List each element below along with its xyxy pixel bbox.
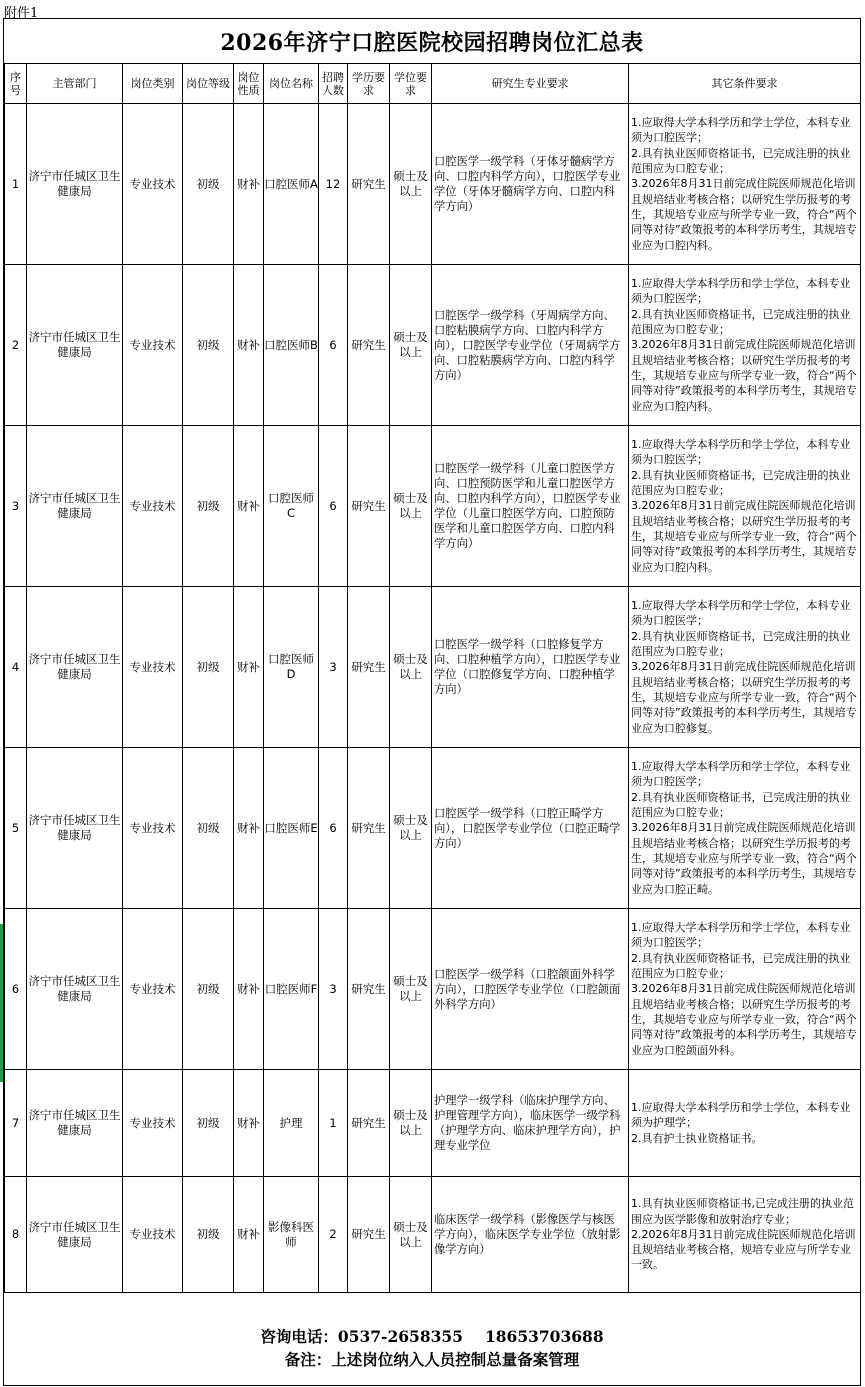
phone-label: 咨询电话： <box>260 1327 338 1346</box>
req-line: 3.2026年8月31日前完成住院医师规范化培训且规培结业考核合格；以研究生学历报考的考生，其规培专业应与所学专业一致，符合“两个同等对待”政策报考的本科学历考生，其规培专业应为口腔内科。 <box>631 338 857 413</box>
cell-degree: 硕士及以上 <box>390 426 432 587</box>
cell-level: 初级 <box>183 1177 234 1293</box>
cell-other <box>629 426 861 587</box>
req-line: 3.2026年8月31日前完成住院医师规范化培训且规培结业考核合格；以研究生学历报考的考生，其规培专业应与所学专业一致，符合“两个同等对待”政策报考的本科学历考生，其规培专业应为口腔正畸。 <box>631 821 857 896</box>
req-line: 2.具有执业医师资格证书，已完成注册的执业范围应为口腔专业； <box>631 629 851 659</box>
cell-count: 3 <box>319 909 348 1070</box>
cell-level: 初级 <box>183 909 234 1070</box>
cell-count: 6 <box>319 426 348 587</box>
cell-seq: 1 <box>5 104 27 265</box>
cell-nature: 财补 <box>234 426 264 587</box>
table-row <box>5 426 861 587</box>
req-line: 3.2026年8月31日前完成住院医师规范化培训且规培结业考核合格；以研究生学历报考的考生，其规培专业应与所学专业一致，符合“两个同等对待”政策报考的本科学历考生，其规培专业应为口腔颌面外科。 <box>631 982 857 1057</box>
cell-name: 口腔医师B <box>264 265 319 426</box>
footer-note: 备注：上述岗位纳入人员控制总量备案管理 <box>284 1350 580 1369</box>
table-row <box>5 265 861 426</box>
cell-level: 初级 <box>183 1070 234 1177</box>
cell-other <box>629 1177 861 1293</box>
cell-level: 初级 <box>183 104 234 265</box>
cell-level: 初级 <box>183 748 234 909</box>
cell-category: 专业技术 <box>123 909 183 1070</box>
cell-name: 口腔医师A <box>264 104 319 265</box>
cell-level: 初级 <box>183 265 234 426</box>
table-row <box>5 909 861 1070</box>
table-row <box>5 1177 861 1293</box>
req-line: 1.应取得大学本科学历和学士学位，本科专业须为口腔医学； <box>631 599 851 628</box>
header-other: 其它条件要求 <box>629 64 861 104</box>
cell-dept: 济宁市任城区卫生健康局 <box>27 748 123 909</box>
cell-dept: 济宁市任城区卫生健康局 <box>27 265 123 426</box>
header-major: 研究生专业要求 <box>432 64 629 104</box>
cell-category: 专业技术 <box>123 104 183 265</box>
cell-category: 专业技术 <box>123 587 183 748</box>
req-line: 2.具有执业医师资格证书，已完成注册的执业范围应为口腔专业； <box>631 307 851 337</box>
cell-category: 专业技术 <box>123 1070 183 1177</box>
cell-nature: 财补 <box>234 909 264 1070</box>
table-row <box>5 104 861 265</box>
recruitment-sheet <box>3 18 861 1386</box>
cell-name: 口腔医师E <box>264 748 319 909</box>
header-nature: 岗位性质 <box>234 64 264 104</box>
cell-degree: 硕士及以上 <box>390 1177 432 1293</box>
cell-education: 研究生 <box>348 1177 390 1293</box>
cell-seq: 3 <box>5 426 27 587</box>
cell-name: 口腔医师D <box>264 587 319 748</box>
cell-count: 12 <box>319 104 348 265</box>
cell-education: 研究生 <box>348 265 390 426</box>
table-body <box>5 104 861 1293</box>
cell-name: 口腔医师C <box>264 426 319 587</box>
cell-seq: 5 <box>5 748 27 909</box>
cell-other <box>629 748 861 909</box>
cell-category: 专业技术 <box>123 426 183 587</box>
cell-degree: 硕士及以上 <box>390 1070 432 1177</box>
cell-category: 专业技术 <box>123 1177 183 1293</box>
cell-other <box>629 265 861 426</box>
cell-education: 研究生 <box>348 426 390 587</box>
cell-other <box>629 104 861 265</box>
cell-major: 口腔医学一级学科（口腔修复学方向、口腔种植学方向），口腔医学专业学位（口腔修复学方向、口腔种植学方向） <box>432 587 629 748</box>
cell-dept: 济宁市任城区卫生健康局 <box>27 104 123 265</box>
header-degree: 学位要求 <box>390 64 432 104</box>
contact-line <box>4 1325 860 1348</box>
cell-count: 2 <box>319 1177 348 1293</box>
cell-nature: 财补 <box>234 1070 264 1177</box>
cell-dept: 济宁市任城区卫生健康局 <box>27 426 123 587</box>
phone-number-2: 18653703688 <box>484 1327 604 1346</box>
cell-education: 研究生 <box>348 587 390 748</box>
cell-education: 研究生 <box>348 104 390 265</box>
req-line: 1.应取得大学本科学历和学士学位，本科专业须为口腔医学； <box>631 760 851 789</box>
req-line: 1.具有执业医师资格证书,已完成注册的执业范围应为医学影像和放射治疗专业； <box>631 1197 854 1226</box>
cell-other <box>629 1070 861 1177</box>
cell-seq: 7 <box>5 1070 27 1177</box>
cell-education: 研究生 <box>348 1070 390 1177</box>
cell-education: 研究生 <box>348 748 390 909</box>
cell-category: 专业技术 <box>123 748 183 909</box>
cell-seq: 6 <box>5 909 27 1070</box>
req-line: 2.2026年8月31日前完成住院医师规范化培训且规培结业考核合格，规培专业应与所学专业一致。 <box>631 1227 856 1272</box>
cell-nature: 财补 <box>234 587 264 748</box>
table-row <box>5 748 861 909</box>
table-header-row <box>5 64 861 104</box>
cell-seq: 8 <box>5 1177 27 1293</box>
cell-seq: 4 <box>5 587 27 748</box>
cell-degree: 硕士及以上 <box>390 909 432 1070</box>
req-line: 1.应取得大学本科学历和学士学位，本科专业须为口腔医学； <box>631 277 851 306</box>
header-level: 岗位等级 <box>183 64 234 104</box>
cell-name: 口腔医师F <box>264 909 319 1070</box>
cell-major: 临床医学一级学科（影像医学与核医学方向），临床医学专业学位（放射影像学方向） <box>432 1177 629 1293</box>
header-dept: 主管部门 <box>27 64 123 104</box>
table-row <box>5 1070 861 1177</box>
header-count: 招聘人数 <box>319 64 348 104</box>
cell-education: 研究生 <box>348 909 390 1070</box>
cell-major: 口腔医学一级学科（口腔颌面外科学方向），口腔医学专业学位（口腔颌面外科学方向） <box>432 909 629 1070</box>
req-line: 1.应取得大学本科学历和学士学位，本科专业须为口腔医学； <box>631 921 851 950</box>
req-line: 1.应取得大学本科学历和学士学位，本科专业须为口腔医学； <box>631 116 851 145</box>
req-line: 2.具有护士执业资格证书。 <box>631 1131 763 1145</box>
req-line: 2.具有执业医师资格证书，已完成注册的执业范围应为口腔专业； <box>631 790 851 820</box>
req-line: 1.应取得大学本科学历和学士学位，本科专业须为护理学； <box>631 1101 851 1130</box>
header-seq: 序号 <box>5 64 27 104</box>
positions-table <box>4 63 861 1293</box>
req-line: 3.2026年8月31日前完成住院医师规范化培训且规培结业考核合格；以研究生学历报考的考生，其规培专业应与所学专业一致，符合“两个同等对待”政策报考的本科学历考生，其规培专业应为口腔内科。 <box>631 499 857 574</box>
cell-count: 6 <box>319 265 348 426</box>
cell-name: 护理 <box>264 1070 319 1177</box>
footer <box>4 1325 860 1371</box>
cell-degree: 硕士及以上 <box>390 104 432 265</box>
cell-major: 口腔医学一级学科（牙体牙髓病学方向、口腔内科学方向），口腔医学专业学位（牙体牙髓病学方向、口腔内科学方向） <box>432 104 629 265</box>
req-line: 2.具有执业医师资格证书，已完成注册的执业范围应为口腔专业； <box>631 468 851 498</box>
phone-number-1: 0537-2658355 <box>337 1327 463 1346</box>
cell-level: 初级 <box>183 587 234 748</box>
cell-nature: 财补 <box>234 1177 264 1293</box>
cell-other <box>629 587 861 748</box>
cell-dept: 济宁市任城区卫生健康局 <box>27 909 123 1070</box>
cell-other <box>629 909 861 1070</box>
cell-dept: 济宁市任城区卫生健康局 <box>27 1177 123 1293</box>
req-line: 1.应取得大学本科学历和学士学位，本科专业须为口腔医学； <box>631 438 851 467</box>
cell-level: 初级 <box>183 426 234 587</box>
req-line: 3.2026年8月31日前完成住院医师规范化培训且规培结业考核合格；以研究生学历报考的考生，其规培专业应与所学专业一致，符合“两个同等对待”政策报考的本科学历考生，其规培专业应为口腔内科。 <box>631 177 857 252</box>
cell-nature: 财补 <box>234 104 264 265</box>
cell-major: 口腔医学一级学科（儿童口腔医学方向、口腔预防医学和儿童口腔医学方向、口腔内科学方向），口腔医学专业学位（儿童口腔医学方向、口腔预防医学和儿童口腔医学方向、口腔内科学方向） <box>432 426 629 587</box>
cell-dept: 济宁市任城区卫生健康局 <box>27 587 123 748</box>
header-category: 岗位类别 <box>123 64 183 104</box>
header-name: 岗位名称 <box>264 64 319 104</box>
cell-degree: 硕士及以上 <box>390 587 432 748</box>
cell-dept: 济宁市任城区卫生健康局 <box>27 1070 123 1177</box>
cell-seq: 2 <box>5 265 27 426</box>
req-line: 3.2026年8月31日前完成住院医师规范化培训且规培结业考核合格；以研究生学历报考的考生，其规培专业应与所学专业一致，符合“两个同等对待”政策报考的本科学历考生，其规培专业应为口腔修复。 <box>631 660 857 735</box>
cell-count: 1 <box>319 1070 348 1177</box>
cell-major: 护理学一级学科（临床护理学方向、护理管理学方向），临床医学一级学科（护理学方向、临床护理学方向），护理专业学位 <box>432 1070 629 1177</box>
req-line: 2.具有执业医师资格证书，已完成注册的执业范围应为口腔专业； <box>631 146 851 176</box>
req-line: 2.具有执业医师资格证书，已完成注册的执业范围应为口腔专业； <box>631 951 851 981</box>
cell-count: 6 <box>319 748 348 909</box>
page-title: 2026年济宁口腔医院校园招聘岗位汇总表 <box>220 30 644 56</box>
table-row <box>5 587 861 748</box>
cell-degree: 硕士及以上 <box>390 748 432 909</box>
cell-degree: 硕士及以上 <box>390 265 432 426</box>
cell-major: 口腔医学一级学科（口腔正畸学方向），口腔医学专业学位（口腔正畸学方向） <box>432 748 629 909</box>
cell-nature: 财补 <box>234 265 264 426</box>
cell-name: 影像科医师 <box>264 1177 319 1293</box>
cell-major: 口腔医学一级学科（牙周病学方向、口腔粘膜病学方向、口腔内科学方向），口腔医学专业学位（牙周病学方向、口腔粘膜病学方向、口腔内科学方向） <box>432 265 629 426</box>
cell-nature: 财补 <box>234 748 264 909</box>
cell-count: 3 <box>319 587 348 748</box>
cell-category: 专业技术 <box>123 265 183 426</box>
attachment-label: 附件1 <box>4 6 39 21</box>
header-education: 学历要求 <box>348 64 390 104</box>
